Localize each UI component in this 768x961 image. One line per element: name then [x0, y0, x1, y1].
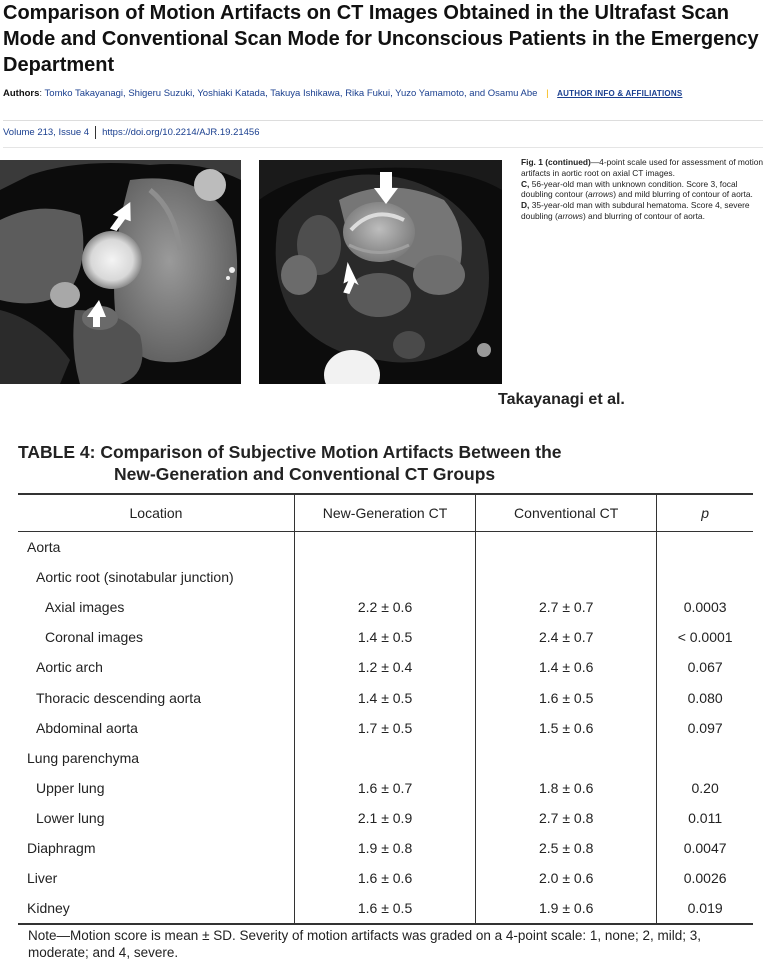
- row-new-generation-value: 1.2 ± 0.4: [294, 652, 475, 682]
- authors-label: Authors: [3, 88, 40, 99]
- row-new-generation-value: 1.6 ± 0.7: [294, 773, 475, 803]
- row-p-value: 0.080: [657, 682, 753, 712]
- table-note: Note—Motion score is mean ± SD. Severity of motion artifacts was graded on a 4-point scale: 1, none; 2, mild; 3, moderate; and 4, severe.: [28, 928, 701, 960]
- table-row: [18, 532, 753, 563]
- ct-image-c: [0, 160, 241, 384]
- row-new-generation-value: 1.6 ± 0.5: [294, 893, 475, 924]
- caption-c-text: 56-year-old man with unknown condition. Score 3, focal doubling contour (: [521, 178, 738, 200]
- row-new-generation-value: 2.2 ± 0.6: [294, 592, 475, 622]
- header-conventional-ct: Conventional CT: [476, 494, 657, 532]
- row-location: Upper lung: [36, 779, 105, 796]
- row-location: Lower lung: [36, 809, 105, 826]
- row-conventional-value: 2.7 ± 0.7: [476, 592, 657, 622]
- figure-byline: Takayanagi et al.: [498, 391, 625, 408]
- caption-d-label: D,: [521, 200, 530, 211]
- row-location: Lung parenchyma: [27, 749, 140, 766]
- row-new-generation-value: 2.1 ± 0.9: [294, 803, 475, 833]
- table-row: [18, 893, 753, 924]
- figure-caption: [521, 157, 764, 222]
- header-new-generation-ct: New-Generation CT: [294, 494, 475, 532]
- row-location: Abdominal aorta: [36, 719, 138, 736]
- divider: [3, 120, 763, 121]
- row-conventional-value: 2.4 ± 0.7: [476, 622, 657, 652]
- caption-intro: —4-point scale used for assessment of motion artifacts in aortic root on axial CT images.: [521, 157, 764, 178]
- caption-d-text: 35-year-old man with subdural hematoma. Score 4, severe doubling (: [521, 200, 750, 221]
- table-row: [18, 863, 753, 893]
- row-location: Aorta: [27, 539, 61, 556]
- header-location: Location: [18, 494, 294, 532]
- row-p-value: [657, 562, 753, 592]
- row-p-value: 0.0003: [657, 592, 753, 622]
- article-meta: [3, 126, 259, 139]
- row-conventional-value: 2.7 ± 0.8: [476, 803, 657, 833]
- row-new-generation-value: 1.4 ± 0.5: [294, 622, 475, 652]
- table-row: [18, 652, 753, 682]
- row-p-value: [657, 532, 753, 563]
- row-new-generation-value: [294, 532, 475, 563]
- row-location: Diaphragm: [27, 839, 96, 856]
- row-p-value: < 0.0001: [657, 622, 753, 652]
- row-conventional-value: 2.0 ± 0.6: [476, 863, 657, 893]
- row-p-value: [657, 743, 753, 773]
- row-location: Coronal images: [45, 629, 144, 646]
- table-row: [18, 682, 753, 712]
- author-info-link[interactable]: AUTHOR INFO & AFFILIATIONS: [557, 89, 683, 98]
- table-title: [18, 441, 758, 485]
- table-header-row: [18, 494, 753, 532]
- author-names[interactable]: Tomko Takayanagi, Shigeru Suzuki, Yoshiaki Katada, Takuya Ishikawa, Rika Fukui, Yuzo Yamamoto, and Osamu Abe: [44, 88, 538, 99]
- table-row: [18, 713, 753, 743]
- row-location: Kidney: [18, 893, 294, 924]
- doi-link[interactable]: https://doi.org/10.2214/AJR.19.21456: [102, 127, 260, 139]
- row-p-value: 0.0047: [657, 833, 753, 863]
- caption-c-label: C,: [521, 178, 530, 189]
- table-row: [18, 562, 753, 592]
- table-title-line-2: New-Generation and Conventional CT Groups: [114, 464, 496, 484]
- row-location: Aortic root (sinotabular junction): [36, 569, 234, 586]
- row-location: Liver: [27, 870, 58, 887]
- row-conventional-value: [476, 743, 657, 773]
- caption-label: Fig. 1 (continued): [521, 157, 591, 167]
- table-row: [18, 743, 753, 773]
- authors-line: Authors: Tomko Takayanagi, Shigeru Suzuki, Yoshiaki Katada, Takuya Ishikawa, Rika Fukui, Yuzo Yamamoto, and Osamu Abe | AUTHOR INFO & AFFILIATIONS: [3, 88, 683, 99]
- row-p-value: 0.097: [657, 713, 753, 743]
- row-conventional-value: [476, 562, 657, 592]
- article-title: Comparison of Motion Artifacts on CT Images Obtained in the Ultrafast Scan Mode and Conventional Scan Mode for Unconscious Patients in the Emergency Department: [3, 2, 759, 76]
- table-row: [18, 773, 753, 803]
- row-p-value: 0.067: [657, 652, 753, 682]
- row-new-generation-value: 1.9 ± 0.8: [294, 833, 475, 863]
- row-conventional-value: 1.5 ± 0.6: [476, 713, 657, 743]
- caption-d-arrows: arrows: [557, 210, 583, 221]
- divider: [95, 126, 96, 139]
- row-new-generation-value: [294, 743, 475, 773]
- divider: [3, 147, 763, 148]
- row-location: Aortic arch: [36, 659, 103, 676]
- row-p-value: 0.019: [657, 893, 753, 924]
- row-conventional-value: 1.4 ± 0.6: [476, 652, 657, 682]
- row-p-value: 0.011: [657, 803, 753, 833]
- volume-link[interactable]: Volume 213, Issue 4: [3, 127, 90, 139]
- row-new-generation-value: 1.4 ± 0.5: [294, 682, 475, 712]
- row-new-generation-value: 1.7 ± 0.5: [294, 713, 475, 743]
- table-row: [18, 803, 753, 833]
- header-p-value: p: [657, 494, 753, 532]
- caption-c-arrows: arrows: [588, 189, 614, 200]
- ct-image-d: [259, 160, 502, 384]
- row-conventional-value: 1.9 ± 0.6: [476, 893, 657, 924]
- separator: |: [546, 88, 549, 99]
- row-conventional-value: 1.8 ± 0.6: [476, 773, 657, 803]
- caption-d-text-end: ) and blurring of contour of aorta.: [582, 210, 705, 221]
- row-new-generation-value: [294, 562, 475, 592]
- caption-c-text-end: ) and mild blurring of contour of aorta.: [613, 189, 753, 200]
- row-location: Thoracic descending aorta: [36, 689, 201, 706]
- row-p-value: 0.0026: [657, 863, 753, 893]
- row-conventional-value: [476, 532, 657, 563]
- table-row: [18, 592, 753, 622]
- table-title-line-1: TABLE 4: Comparison of Subjective Motion Artifacts Between the: [18, 442, 562, 462]
- row-p-value: 0.20: [657, 773, 753, 803]
- table-row: [18, 833, 753, 863]
- row-location: Axial images: [45, 599, 125, 616]
- row-conventional-value: 2.5 ± 0.8: [476, 833, 657, 863]
- row-conventional-value: 1.6 ± 0.5: [476, 682, 657, 712]
- table-row: [18, 622, 753, 652]
- results-table: [18, 493, 753, 925]
- row-new-generation-value: 1.6 ± 0.6: [294, 863, 475, 893]
